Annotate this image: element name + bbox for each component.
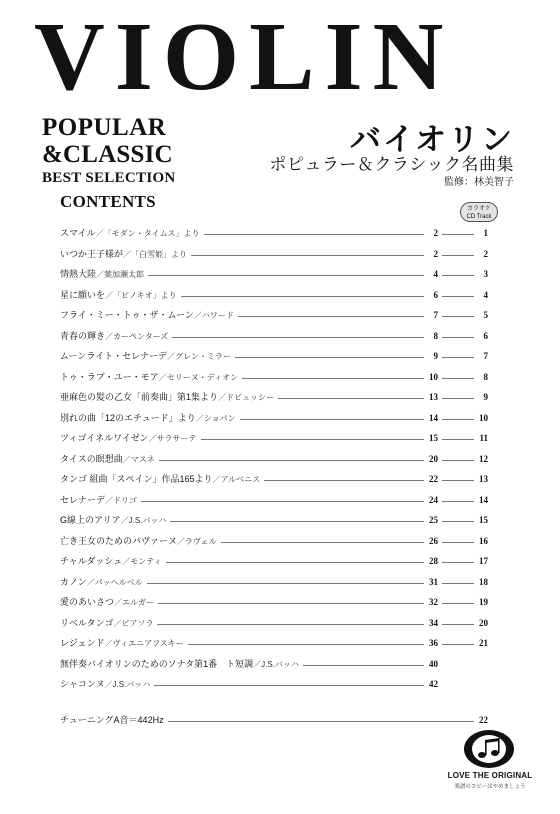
track-leader bbox=[442, 644, 474, 645]
toc-entry-text bbox=[60, 510, 170, 531]
track-number: 11 bbox=[479, 433, 488, 443]
toc-row[interactable] bbox=[60, 613, 490, 634]
page-number: 4 bbox=[424, 264, 438, 284]
song-credit: ／J.S.バッハ bbox=[104, 680, 151, 689]
song-credit: ／マスネ bbox=[122, 454, 155, 464]
track-leader bbox=[442, 378, 474, 379]
logo-subtext: 楽譜のコピーはやめましょう bbox=[454, 784, 526, 790]
track-leader bbox=[442, 603, 474, 604]
song-title: チャルダッシュ bbox=[60, 556, 123, 566]
song-title: 青春の輝き bbox=[60, 330, 106, 341]
track-leader bbox=[442, 583, 474, 584]
toc-entry-text bbox=[60, 346, 235, 367]
page-number: 10 bbox=[424, 367, 438, 387]
page-number: 2 bbox=[424, 223, 438, 243]
toc-row[interactable] bbox=[60, 387, 490, 408]
toc-row[interactable] bbox=[60, 428, 490, 449]
toc-row[interactable] bbox=[60, 285, 490, 306]
toc-row[interactable] bbox=[60, 674, 490, 695]
toc-entry-text bbox=[60, 387, 278, 408]
song-title: シャコンヌ bbox=[60, 679, 105, 689]
subtitle-line-classic: &CLASSIC bbox=[42, 141, 173, 168]
song-credit: ／アルベニス bbox=[212, 475, 261, 484]
page-number: 36 bbox=[424, 633, 438, 653]
toc-entry-text bbox=[60, 264, 148, 285]
track-leader bbox=[442, 296, 474, 297]
toc-row[interactable] bbox=[60, 449, 490, 470]
toc-entry-text bbox=[60, 551, 166, 572]
song-title: スマイル bbox=[60, 228, 96, 238]
cd-badge-line2: CD Track bbox=[466, 214, 492, 220]
track-number: 14 bbox=[479, 494, 488, 505]
toc-entry-text bbox=[60, 633, 188, 654]
english-subtitle bbox=[42, 115, 176, 186]
song-title: ムーンライト・セレナーデ bbox=[60, 351, 168, 361]
table-of-contents bbox=[60, 223, 490, 695]
toc-entry-text bbox=[60, 592, 158, 613]
song-title: カノン bbox=[60, 576, 87, 587]
page-number: 8 bbox=[424, 326, 438, 346]
song-title: タンゴ 組曲「スペイン」作品165より bbox=[60, 474, 213, 484]
toc-row[interactable] bbox=[60, 408, 490, 429]
song-credit: ／セリーヌ・ディオン bbox=[158, 372, 239, 382]
track-leader bbox=[442, 255, 474, 256]
track-number: 17 bbox=[479, 556, 488, 566]
song-title: リベルタンゴ bbox=[60, 617, 114, 628]
song-title: セレナーデ bbox=[60, 494, 106, 505]
track-number: 6 bbox=[483, 330, 488, 341]
track-number: 1 bbox=[483, 228, 488, 238]
song-credit: ／ドリゴ bbox=[105, 495, 137, 505]
toc-row[interactable] bbox=[60, 551, 490, 572]
toc-row[interactable] bbox=[60, 326, 490, 347]
song-credit: ／サラサーテ bbox=[148, 434, 197, 443]
page-number: 34 bbox=[424, 613, 438, 633]
toc-row[interactable] bbox=[60, 531, 490, 552]
supervisor-credit: 監修：林美智子 bbox=[444, 177, 514, 188]
song-credit: ／ピアソラ bbox=[113, 618, 154, 628]
song-credit: ／「モダン・タイムス」より bbox=[95, 229, 200, 238]
page-number: 9 bbox=[424, 346, 438, 366]
page-number: 40 bbox=[424, 654, 438, 674]
song-credit: ／モンティ bbox=[122, 557, 162, 566]
track-number: 18 bbox=[479, 576, 488, 587]
song-title: フライ・ミー・トゥ・ザ・ムーン bbox=[60, 310, 194, 320]
toc-entry-text bbox=[60, 285, 181, 306]
track-leader bbox=[442, 234, 474, 235]
page-number: 28 bbox=[424, 551, 438, 571]
song-credit: ／ラヴェル bbox=[176, 536, 217, 546]
track-number: 19 bbox=[479, 597, 488, 607]
song-title: 情熱大陸 bbox=[60, 269, 97, 279]
song-credit: ／パッヘルベル bbox=[86, 577, 143, 587]
tuning-track-number: 22 bbox=[479, 715, 488, 725]
song-credit: ／「ピノキオ」より bbox=[105, 290, 177, 300]
page-number: 2 bbox=[424, 244, 438, 264]
contents-heading: CONTENTS bbox=[60, 192, 156, 211]
track-number: 4 bbox=[483, 289, 488, 300]
song-title: ツィゴイネルワイゼン bbox=[60, 433, 149, 443]
track-leader bbox=[442, 337, 474, 338]
toc-entry-text bbox=[60, 244, 191, 265]
song-title: いつか王子様が bbox=[60, 248, 124, 259]
tuning-title: チューニングA音＝442Hz bbox=[60, 710, 168, 730]
track-leader bbox=[442, 480, 474, 481]
toc-row[interactable] bbox=[60, 510, 490, 531]
toc-entry-text bbox=[60, 408, 240, 429]
toc-row[interactable] bbox=[60, 592, 490, 613]
toc-entry-text bbox=[60, 223, 204, 244]
page-number: 6 bbox=[424, 285, 438, 305]
track-number: 21 bbox=[479, 638, 488, 648]
toc-row[interactable] bbox=[60, 346, 490, 367]
toc-entry-text bbox=[60, 367, 242, 388]
toc-row[interactable] bbox=[60, 654, 490, 675]
song-title: タイスの瞑想曲 bbox=[60, 453, 123, 464]
toc-row[interactable] bbox=[60, 244, 490, 265]
page-number: 25 bbox=[424, 510, 438, 530]
track-number: 2 bbox=[483, 248, 488, 259]
toc-row[interactable] bbox=[60, 264, 490, 285]
track-number: 9 bbox=[483, 392, 488, 402]
toc-entry-text bbox=[60, 654, 303, 675]
song-credit: ／葉加瀬太郎 bbox=[96, 270, 145, 279]
japanese-subtitle: ポピュラー＆クラシック名曲集 bbox=[269, 155, 514, 174]
toc-row[interactable] bbox=[60, 305, 490, 326]
track-leader bbox=[442, 419, 474, 420]
track-number: 7 bbox=[483, 351, 488, 361]
track-leader bbox=[442, 398, 474, 399]
toc-row[interactable] bbox=[60, 367, 490, 388]
song-credit: ／ハワード bbox=[193, 311, 234, 320]
page-number: 24 bbox=[424, 490, 438, 510]
song-credit: ／J.S.バッハ bbox=[120, 516, 167, 525]
toc-entry-text bbox=[60, 674, 154, 695]
song-credit: ／J.S.バッハ bbox=[253, 659, 299, 669]
page-number: 22 bbox=[424, 469, 438, 489]
track-number: 20 bbox=[479, 617, 488, 628]
track-number: 10 bbox=[479, 412, 488, 423]
song-credit: ／「白雪姫」より bbox=[123, 249, 188, 259]
song-title: 亜麻色の髪の乙女「前奏曲」第1集より bbox=[60, 392, 219, 402]
track-number: 5 bbox=[483, 310, 488, 320]
page-number: 26 bbox=[424, 531, 438, 551]
track-leader bbox=[442, 357, 474, 358]
toc-entry-text bbox=[60, 428, 201, 449]
song-credit: ／グレン・ミラー bbox=[167, 352, 231, 361]
japanese-title: バイオリン bbox=[349, 122, 514, 157]
toc-row[interactable] bbox=[60, 490, 490, 511]
track-leader bbox=[442, 562, 474, 563]
song-title: 無伴奏バイオリンのためのソナタ第1番 ト短調 bbox=[60, 658, 254, 669]
track-leader bbox=[442, 439, 474, 440]
track-number: 13 bbox=[479, 474, 488, 484]
page-number: 42 bbox=[424, 674, 438, 694]
violin-title: VIOLIN bbox=[34, 3, 454, 111]
page-number: 32 bbox=[424, 592, 438, 612]
toc-entry-text bbox=[60, 490, 141, 511]
toc-entry-text bbox=[60, 572, 147, 593]
track-leader bbox=[442, 460, 474, 461]
song-title: レジェンド bbox=[60, 638, 105, 648]
track-number: 16 bbox=[479, 535, 488, 546]
track-leader bbox=[442, 542, 474, 543]
toc-row[interactable] bbox=[60, 572, 490, 593]
toc-entry-text bbox=[60, 531, 221, 552]
toc-row[interactable] bbox=[60, 223, 490, 244]
track-number: 3 bbox=[483, 269, 488, 279]
song-credit: ／ショパン bbox=[195, 413, 236, 423]
tuning-entry[interactable] bbox=[60, 710, 490, 730]
song-title: 別れの曲「12のエチュード」より bbox=[60, 412, 196, 423]
subtitle-line-popular: POPULAR bbox=[42, 114, 167, 141]
page-number: 31 bbox=[424, 572, 438, 592]
song-title: G線上のアリア bbox=[60, 515, 121, 525]
track-number: 12 bbox=[479, 453, 488, 464]
song-credit: ／ドビュッシー bbox=[218, 393, 275, 402]
love-the-original-logo-icon bbox=[462, 728, 516, 770]
logo-text: LOVE THE ORIGINAL bbox=[447, 771, 533, 780]
track-number: 15 bbox=[479, 515, 488, 525]
toc-entry-text bbox=[60, 305, 238, 326]
song-title: 星に願いを bbox=[60, 289, 106, 300]
cd-badge-line1: カラオケ bbox=[467, 206, 491, 212]
page-number: 13 bbox=[424, 387, 438, 407]
page-number: 20 bbox=[424, 449, 438, 469]
page-number: 7 bbox=[424, 305, 438, 325]
toc-entry-text bbox=[60, 469, 264, 490]
toc-entry-text bbox=[60, 613, 157, 634]
track-number: 8 bbox=[483, 371, 488, 382]
track-leader bbox=[442, 316, 474, 317]
song-credit: ／エルガー bbox=[114, 598, 155, 607]
track-leader bbox=[442, 501, 474, 502]
song-credit: ／ヴィエニアフスキー bbox=[104, 639, 184, 648]
toc-row[interactable] bbox=[60, 633, 490, 654]
toc-entry-text bbox=[60, 326, 172, 347]
toc-row[interactable] bbox=[60, 469, 490, 490]
track-leader bbox=[442, 624, 474, 625]
song-title: 亡き王女のためのパヴァーヌ bbox=[60, 535, 177, 546]
song-credit: ／カーペンターズ bbox=[105, 331, 169, 341]
song-title: 愛のあいさつ bbox=[60, 597, 115, 607]
subtitle-line-best-selection: BEST SELECTION bbox=[42, 170, 176, 186]
toc-entry-text bbox=[60, 449, 159, 470]
track-leader bbox=[442, 521, 474, 522]
song-title: トゥ・ラブ・ユー・モア bbox=[60, 371, 159, 382]
cd-track-badge bbox=[460, 202, 498, 222]
page-number: 15 bbox=[424, 428, 438, 448]
page-number: 14 bbox=[424, 408, 438, 428]
track-leader bbox=[442, 275, 474, 276]
